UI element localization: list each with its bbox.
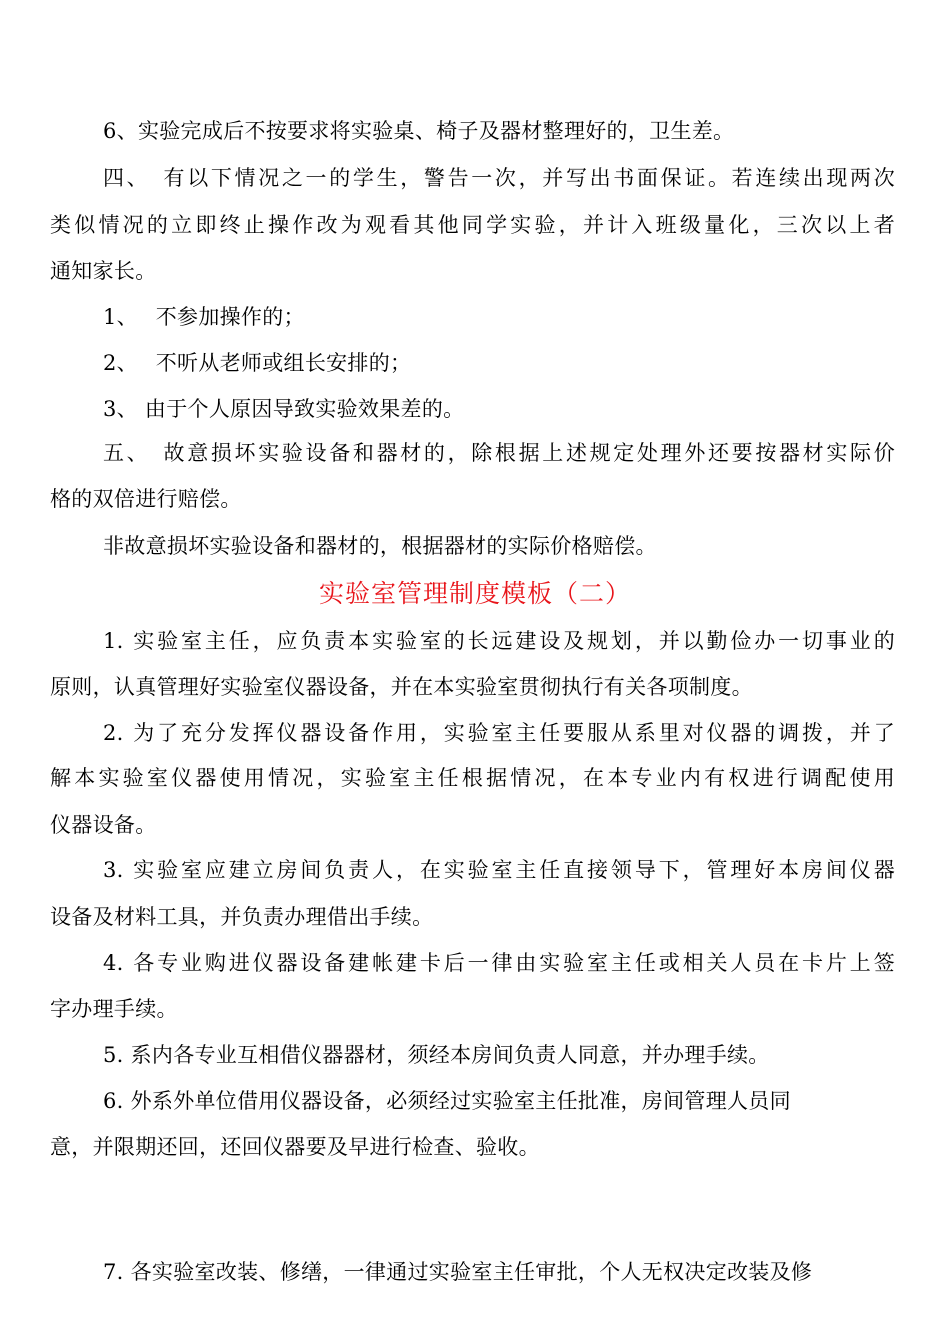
paragraph-line: 五、 故意损坏实验设备和器材的，除根据上述规定处理外还要按器材实际价 xyxy=(103,441,895,465)
paragraph-line: 通知家长。 xyxy=(50,259,157,283)
paragraph-line: 5. 系内各专业互相借仪器器材，须经本房间负责人同意，并办理手续。 xyxy=(103,1043,770,1067)
paragraph-line: 3. 实验室应建立房间负责人，在实验室主任直接领导下，管理好本房间仪器 xyxy=(103,858,895,882)
paragraph-line: 2. 为了充分发挥仪器设备作用，实验室主任要服从系里对仪器的调拨，并了 xyxy=(103,721,895,745)
paragraph-line: 解本实验室仪器使用情况，实验室主任根据情况，在本专业内有权进行调配使用 xyxy=(50,766,895,790)
list-item: 3、 由于个人原因导致实验效果差的。 xyxy=(103,397,465,421)
paragraph-line: 意，并限期还回，还回仪器要及早进行检查、验收。 xyxy=(50,1135,540,1159)
paragraph-line: 4. 各专业购进仪器设备建帐建卡后一律由实验室主任或相关人员在卡片上签 xyxy=(103,951,895,975)
paragraph-line: 类似情况的立即终止操作改为观看其他同学实验，并计入班级量化，三次以上者 xyxy=(50,213,895,237)
paragraph-line: 格的双倍进行赔偿。 xyxy=(50,487,242,511)
paragraph-line: 非故意损坏实验设备和器材的，根据器材的实际价格赔偿。 xyxy=(103,534,657,558)
list-item: 1、 不参加操作的； xyxy=(103,305,305,329)
paragraph-line: 7. 各实验室改装、修缮，一律通过实验室主任审批，个人无权决定改装及修 xyxy=(103,1260,813,1284)
paragraph-line: 6、实验完成后不按要求将实验桌、椅子及器材整理好的，卫生差。 xyxy=(103,119,735,143)
list-item: 2、 不听从老师或组长安排的； xyxy=(103,351,412,375)
paragraph-line: 字办理手续。 xyxy=(50,997,178,1021)
section-title: 实验室管理制度模板（二） xyxy=(318,579,631,608)
paragraph-line: 1. 实验室主任，应负责本实验室的长远建设及规划，并以勤俭办一切事业的 xyxy=(103,629,895,653)
paragraph-line: 6. 外系外单位借用仪器设备，必须经过实验室主任批准，房间管理人员同 xyxy=(103,1089,791,1113)
paragraph-line: 仪器设备。 xyxy=(50,813,157,837)
paragraph-line: 原则，认真管理好实验室仪器设备，并在本实验室贯彻执行有关各项制度。 xyxy=(50,675,753,699)
paragraph-line: 四、 有以下情况之一的学生，警告一次，并写出书面保证。若连续出现两次 xyxy=(103,166,895,190)
paragraph-line: 设备及材料工具，并负责办理借出手续。 xyxy=(50,905,434,929)
